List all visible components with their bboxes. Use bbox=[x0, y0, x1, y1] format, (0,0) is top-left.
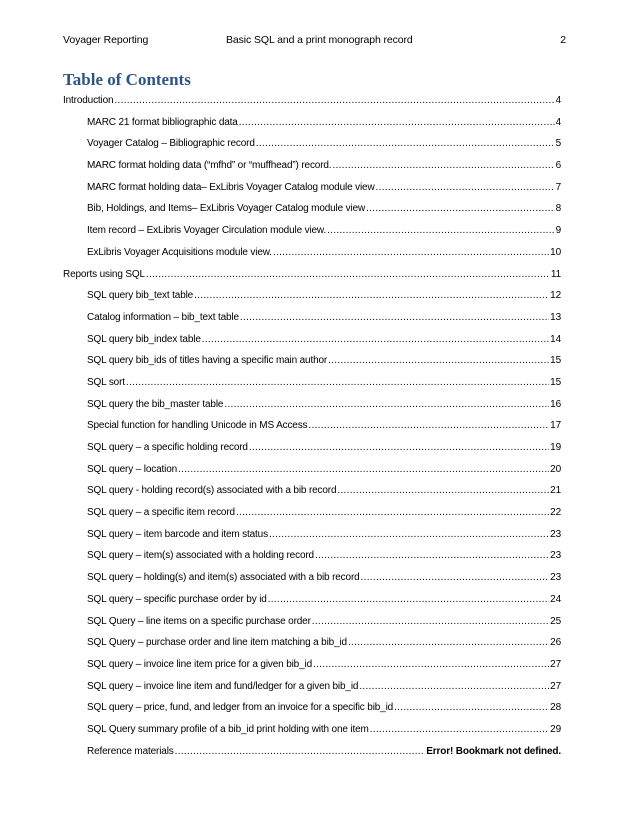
toc-dot-leader bbox=[308, 420, 549, 431]
toc-entry-page-number[interactable]: 27 bbox=[550, 680, 561, 692]
toc-entry-page-number[interactable]: 23 bbox=[550, 550, 561, 562]
toc-entry-label[interactable]: SQL Query – purchase order and line item matching a bib_id bbox=[87, 637, 347, 649]
toc-dot-leader bbox=[126, 377, 549, 388]
toc-entry-page-number[interactable]: 4 bbox=[555, 116, 561, 128]
toc-entry-label[interactable]: SQL query – location bbox=[87, 463, 178, 475]
toc-entry[interactable] bbox=[63, 702, 561, 724]
toc-dot-leader bbox=[178, 464, 549, 475]
toc-entry-label[interactable]: Introduction bbox=[63, 95, 114, 106]
toc-entry-page-number[interactable]: 8 bbox=[555, 203, 561, 215]
toc-dot-leader bbox=[312, 616, 549, 627]
toc-entry-label[interactable]: SQL query – a specific item record bbox=[87, 507, 235, 519]
toc-entry[interactable] bbox=[63, 117, 561, 139]
toc-entry-label[interactable]: SQL sort bbox=[87, 376, 125, 388]
toc-dot-leader bbox=[175, 746, 426, 757]
toc-entry-page-number[interactable]: 12 bbox=[550, 290, 561, 302]
toc-entry-page-number[interactable]: 5 bbox=[555, 138, 561, 150]
toc-entry[interactable] bbox=[63, 594, 561, 616]
header-page-number: 2 bbox=[560, 34, 566, 46]
toc-dot-leader bbox=[146, 269, 550, 280]
toc-entry-page-number[interactable]: 15 bbox=[550, 355, 561, 367]
toc-entry[interactable] bbox=[63, 464, 561, 486]
toc-entry-label[interactable]: SQL Query summary profile of a bib_id print holding with one item bbox=[87, 723, 369, 735]
toc-entry-page-number[interactable]: 26 bbox=[550, 637, 561, 649]
toc-entry-label[interactable]: SQL query bib_text table bbox=[87, 290, 194, 302]
toc-entry[interactable] bbox=[63, 550, 561, 572]
header-section-title: Basic SQL and a print monograph record bbox=[226, 34, 413, 46]
toc-dot-leader bbox=[269, 529, 549, 540]
toc-dot-leader bbox=[394, 702, 549, 713]
toc-entry[interactable] bbox=[63, 160, 561, 182]
toc-entry-page-number[interactable]: 9 bbox=[555, 225, 561, 237]
toc-entry-label[interactable]: Bib, Holdings, and Items– ExLibris Voyager Catalog module view bbox=[87, 203, 366, 215]
toc-entry-label[interactable]: Voyager Catalog – Bibliographic record bbox=[87, 138, 255, 150]
toc-entry-label[interactable]: SQL query - holding record(s) associated with a bib record bbox=[87, 485, 337, 497]
toc-entry-page-number[interactable]: 17 bbox=[550, 420, 561, 432]
toc-entry-page-number[interactable]: 23 bbox=[550, 572, 561, 584]
toc-entry-page-number[interactable]: 24 bbox=[550, 593, 561, 605]
toc-entry-label[interactable]: Special function for handling Unicode in MS Access bbox=[87, 420, 308, 432]
toc-entry-page-number[interactable]: 22 bbox=[550, 507, 561, 519]
toc-entry-page-number[interactable]: 4 bbox=[555, 95, 561, 106]
page-header bbox=[63, 34, 566, 50]
toc-entry[interactable] bbox=[63, 225, 561, 247]
toc-dot-leader bbox=[256, 138, 555, 149]
toc-entry-page-number[interactable]: 13 bbox=[550, 311, 561, 323]
toc-entry[interactable] bbox=[63, 420, 561, 442]
toc-entry-label[interactable]: MARC format holding data (“mfhd” or “muffhead”) record. bbox=[87, 160, 332, 172]
toc-dot-leader bbox=[240, 312, 549, 323]
toc-entry-page-number[interactable]: 7 bbox=[555, 181, 561, 193]
toc-entry[interactable] bbox=[63, 507, 561, 529]
toc-entry-page-number[interactable]: 14 bbox=[550, 333, 561, 345]
toc-dot-leader bbox=[194, 290, 549, 301]
toc-dot-leader bbox=[328, 355, 549, 366]
header-document-title: Voyager Reporting bbox=[63, 34, 149, 46]
toc-entry-label[interactable]: Catalog information – bib_text table bbox=[87, 311, 239, 323]
toc-dot-leader bbox=[348, 637, 549, 648]
toc-entry[interactable] bbox=[63, 247, 561, 269]
toc-dot-leader bbox=[224, 399, 549, 410]
table-of-contents bbox=[63, 95, 561, 767]
toc-entry-label[interactable]: ExLibris Voyager Acquisitions module view. bbox=[87, 246, 272, 258]
toc-entry[interactable] bbox=[63, 442, 561, 464]
toc-entry-label[interactable]: SQL query – a specific holding record bbox=[87, 442, 248, 453]
toc-entry[interactable] bbox=[63, 681, 561, 703]
toc-dot-leader bbox=[332, 160, 554, 171]
toc-entry-label[interactable]: SQL query – price, fund, and ledger from an invoice for a specific bib_id bbox=[87, 702, 394, 714]
toc-entry-page-number[interactable]: 15 bbox=[550, 376, 561, 388]
toc-entry[interactable] bbox=[63, 312, 561, 334]
toc-entry-label[interactable]: MARC 21 format bibliographic data bbox=[87, 116, 238, 128]
toc-dot-leader bbox=[366, 203, 555, 214]
toc-entry-label[interactable]: Item record – ExLibris Voyager Circulation module view. bbox=[87, 225, 327, 237]
toc-dot-leader bbox=[313, 659, 549, 670]
toc-entry-label[interactable]: SQL query bib_ids of titles having a specific main author bbox=[87, 355, 328, 367]
toc-entry-label[interactable]: SQL query – invoice line item and fund/ledger for a given bib_id bbox=[87, 680, 359, 692]
toc-entry-label[interactable]: SQL query bib_index table bbox=[87, 333, 201, 345]
toc-entry-label[interactable]: SQL query – item(s) associated with a holding record bbox=[87, 550, 314, 562]
toc-entry[interactable] bbox=[63, 182, 561, 204]
toc-dot-leader bbox=[370, 724, 549, 735]
toc-dot-leader bbox=[268, 594, 549, 605]
toc-dot-leader bbox=[359, 681, 549, 692]
toc-entry[interactable] bbox=[63, 572, 561, 594]
toc-dot-leader bbox=[114, 95, 554, 106]
toc-dot-leader bbox=[327, 225, 554, 236]
toc-dot-leader bbox=[239, 117, 555, 128]
toc-entry-page-number[interactable]: 20 bbox=[550, 463, 561, 475]
toc-entry-page-number[interactable]: 27 bbox=[550, 658, 561, 670]
toc-entry-label[interactable]: Reports using SQL bbox=[63, 268, 145, 280]
toc-entry[interactable] bbox=[63, 203, 561, 225]
toc-entry[interactable] bbox=[63, 138, 561, 160]
toc-dot-leader bbox=[273, 247, 549, 258]
toc-entry[interactable] bbox=[63, 724, 561, 746]
toc-dot-leader bbox=[249, 442, 549, 453]
toc-entry-label[interactable]: SQL query – holding(s) and item(s) associated with a bib record bbox=[87, 572, 360, 584]
toc-dot-leader bbox=[376, 182, 555, 193]
toc-entry-label[interactable]: SQL query – item barcode and item status bbox=[87, 528, 268, 540]
toc-entry[interactable] bbox=[63, 746, 561, 768]
toc-entry[interactable] bbox=[63, 659, 561, 681]
toc-dot-leader bbox=[361, 572, 550, 583]
toc-entry-page-number[interactable]: 29 bbox=[550, 723, 561, 735]
toc-dot-leader bbox=[315, 550, 549, 561]
toc-entry[interactable] bbox=[63, 529, 561, 551]
toc-heading: Table of Contents bbox=[63, 70, 191, 89]
toc-dot-leader bbox=[337, 485, 549, 496]
toc-entry-label[interactable]: SQL query the bib_master table bbox=[87, 398, 224, 410]
toc-entry[interactable] bbox=[63, 334, 561, 356]
toc-dot-leader bbox=[236, 507, 549, 518]
toc-entry-label[interactable]: MARC format holding data– ExLibris Voyager Catalog module view bbox=[87, 181, 375, 193]
toc-entry-page-number[interactable]: 23 bbox=[550, 528, 561, 540]
toc-dot-leader bbox=[202, 334, 549, 345]
toc-entry[interactable] bbox=[63, 616, 561, 638]
toc-entry-page-number[interactable]: 28 bbox=[550, 702, 561, 714]
toc-entry-page-number[interactable]: 11 bbox=[550, 268, 561, 280]
toc-entry[interactable] bbox=[63, 290, 561, 312]
toc-entry[interactable] bbox=[63, 399, 561, 421]
toc-entry-page-number[interactable]: 21 bbox=[550, 485, 561, 497]
toc-entry-label[interactable]: SQL query – invoice line item price for a given bib_id bbox=[87, 658, 312, 670]
toc-entry-page-number[interactable]: 19 bbox=[550, 442, 561, 453]
toc-entry[interactable] bbox=[63, 637, 561, 659]
toc-entry-page-number[interactable]: 16 bbox=[550, 398, 561, 410]
toc-entry-page-number[interactable]: 10 bbox=[550, 246, 561, 258]
toc-entry-label[interactable]: Reference materials bbox=[87, 745, 174, 757]
toc-entry-page-number[interactable]: 25 bbox=[550, 615, 561, 627]
toc-entry[interactable] bbox=[63, 95, 561, 117]
toc-entry-label[interactable]: SQL query – specific purchase order by id bbox=[87, 593, 267, 605]
toc-entry-error[interactable]: Error! Bookmark not defined. bbox=[426, 745, 561, 757]
toc-entry[interactable] bbox=[63, 377, 561, 399]
toc-entry[interactable] bbox=[63, 355, 561, 377]
toc-entry[interactable] bbox=[63, 485, 561, 507]
toc-entry-label[interactable]: SQL Query – line items on a specific purchase order bbox=[87, 615, 311, 627]
toc-entry[interactable] bbox=[63, 269, 561, 291]
toc-entry-page-number[interactable]: 6 bbox=[555, 160, 561, 172]
